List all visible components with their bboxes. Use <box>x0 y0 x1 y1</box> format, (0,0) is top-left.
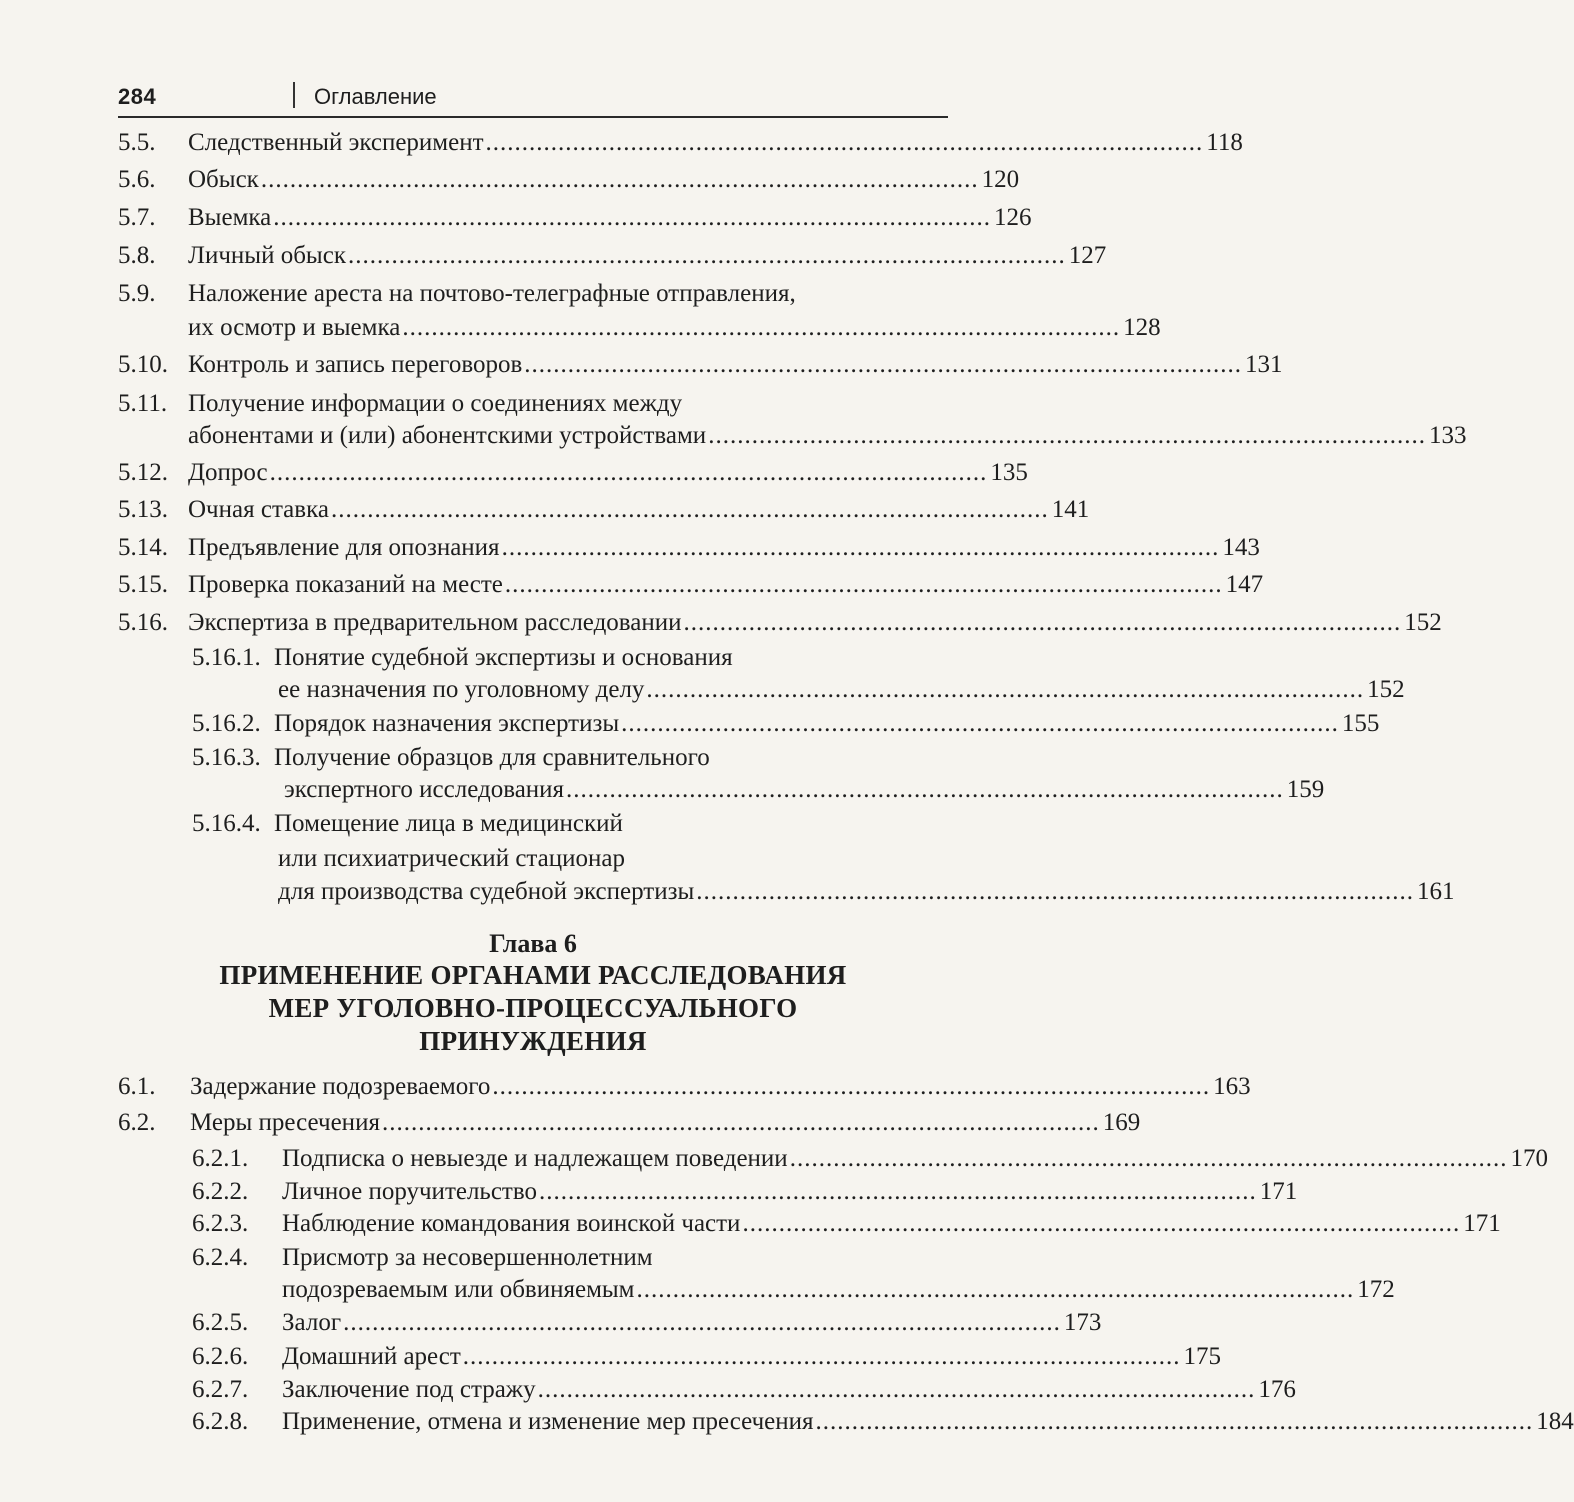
toc-entry <box>118 1307 1102 1339</box>
toc-entry-number: 6.2. <box>118 1109 156 1136</box>
toc-leader-dots: ................................................................................................... <box>815 1408 1534 1435</box>
toc-leader-dots: ................................................................................................... <box>269 459 988 486</box>
toc-entry-title: Выемка <box>188 204 272 231</box>
toc-entry-title-line: Получение информации о соединениях между <box>188 390 683 417</box>
toc-entry-title: подозреваемым или обвиняемым <box>282 1276 635 1303</box>
toc-leader-dots: ................................................................................................... <box>273 204 992 231</box>
running-title: Оглавление <box>314 84 437 109</box>
toc-entry-number: 6.2.2. <box>192 1178 249 1205</box>
toc-leader-dots: ................................................................................................... <box>330 496 1049 523</box>
toc-entry <box>118 607 1442 639</box>
header-separator <box>293 82 295 108</box>
toc-entry-page: 120 <box>981 166 1020 193</box>
toc-entry-number: 6.2.4. <box>192 1244 249 1271</box>
toc-entry <box>118 1208 1501 1240</box>
toc-entry-title: Проверка показаний на месте <box>188 571 503 598</box>
toc-entry-page: 175 <box>1183 1343 1222 1370</box>
chapter-label: Глава 6 <box>489 929 577 958</box>
toc-entry-number: 5.11. <box>118 390 168 417</box>
toc-entry <box>118 420 1467 452</box>
toc-entry-title: Порядок назначения экспертизы <box>274 710 620 737</box>
toc-leader-dots: ................................................................................................... <box>742 1210 1461 1237</box>
toc-entry-title-line: Понятие судебной экспертизы и основания <box>274 644 733 671</box>
toc-entry <box>118 1341 1222 1373</box>
toc-leader-dots: ................................................................................................... <box>646 676 1365 703</box>
toc-entry-page: 159 <box>1286 776 1325 803</box>
toc-entry-title-line: Присмотр за несовершеннолетним <box>282 1244 653 1271</box>
toc-entry-title-line: Получение образцов для сравнительного <box>274 744 710 771</box>
toc-entry-title: абонентами и (или) абонентскими устройствами <box>188 422 707 449</box>
toc-entry <box>118 202 1032 234</box>
toc-entry-number: 5.16. <box>118 609 168 636</box>
toc-entry-title: Применение, отмена и изменение мер пресечения <box>282 1408 814 1435</box>
toc-entry-page: 128 <box>1123 314 1161 341</box>
toc-leader-dots: ................................................................................................... <box>492 1073 1211 1100</box>
toc-entry-page: 131 <box>1245 351 1283 378</box>
toc-entry-page: 169 <box>1102 1109 1141 1136</box>
toc-entry-title: Обыск <box>188 166 259 193</box>
toc-leader-dots: ................................................................................................... <box>566 776 1284 803</box>
toc-entry <box>118 1274 1395 1306</box>
toc-entry-page: 133 <box>1428 422 1467 449</box>
toc-entry <box>118 349 1283 381</box>
toc-entry <box>118 876 1455 908</box>
toc-entry-number: 5.12. <box>118 459 168 486</box>
toc-entry <box>118 532 1260 564</box>
toc-entry <box>118 312 1161 344</box>
toc-entry-title: Очная ставка <box>188 496 329 523</box>
toc-leader-dots: ................................................................................................... <box>485 129 1204 156</box>
toc-leader-dots: ................................................................................................... <box>524 351 1243 378</box>
toc-entry-page: 184 <box>1536 1408 1574 1435</box>
toc-leader-dots: ................................................................................................... <box>636 1276 1355 1303</box>
toc-entry-page: 170 <box>1510 1145 1548 1172</box>
toc-leader-dots: ................................................................................................... <box>539 1178 1257 1205</box>
toc-entry-page: 152 <box>1404 609 1442 636</box>
toc-entry-title: Залог <box>282 1309 342 1336</box>
toc-entry-number: 6.2.1. <box>192 1145 249 1172</box>
toc-entry-page: 173 <box>1063 1309 1102 1336</box>
toc-entry-number: 5.16.3. <box>192 744 261 771</box>
toc-entry-title-line: или психиатрический стационар <box>278 845 625 872</box>
toc-entry-number: 5.14. <box>118 534 168 561</box>
toc-leader-dots: ................................................................................................... <box>347 242 1066 269</box>
toc-entry-page: 155 <box>1341 710 1380 737</box>
toc-entry-page: 126 <box>994 204 1032 231</box>
toc-entry-title: Подписка о невыезде и надлежащем поведении <box>282 1145 788 1172</box>
toc-entry-number: 6.2.3. <box>192 1210 249 1237</box>
toc-entry-title-line: Наложение ареста на почтово-телеграфные отправления, <box>188 280 796 307</box>
toc-leader-dots: ................................................................................................... <box>260 166 979 193</box>
toc-entry-page: 152 <box>1367 676 1405 703</box>
toc-entry-number: 6.2.7. <box>192 1376 249 1403</box>
toc-entry-page: 163 <box>1213 1073 1251 1100</box>
toc-leader-dots: ................................................................................................... <box>683 609 1402 636</box>
chapter-title-line: ПРИНУЖДЕНИЯ <box>419 1026 647 1056</box>
toc-entry-number: 6.2.6. <box>192 1343 249 1370</box>
toc-entry-title: Наблюдение командования воинской части <box>282 1210 741 1237</box>
toc-entry <box>118 164 1020 196</box>
toc-entry <box>118 1406 1574 1438</box>
toc-leader-dots: ................................................................................................... <box>462 1343 1181 1370</box>
toc-entry <box>118 569 1264 601</box>
toc-entry-title: Следственный эксперимент <box>188 129 484 156</box>
toc-entry-number: 5.13. <box>118 496 168 523</box>
toc-leader-dots: ................................................................................................... <box>343 1309 1061 1336</box>
toc-entry-number: 5.6. <box>118 166 156 193</box>
toc-entry-page: 127 <box>1068 242 1107 269</box>
toc-entry-number: 5.5. <box>118 129 156 156</box>
toc-entry-page: 141 <box>1051 496 1090 523</box>
toc-entry <box>118 1107 1141 1139</box>
toc-entry <box>118 240 1107 272</box>
toc-entry-title: Заключение под стражу <box>282 1376 536 1403</box>
toc-entry <box>118 127 1243 159</box>
toc-entry <box>118 708 1380 740</box>
page-number: 284 <box>118 84 157 109</box>
toc-leader-dots: ................................................................................................... <box>708 422 1426 449</box>
toc-entry-title: ее назначения по уголовному делу <box>278 676 645 703</box>
toc-entry-title: Допрос <box>188 459 268 486</box>
toc-entry <box>118 674 1405 706</box>
toc-entry-number: 5.9. <box>118 280 156 307</box>
toc-entry-title: для производства судебной экспертизы <box>278 878 695 905</box>
toc-entry-number: 5.8. <box>118 242 156 269</box>
running-header <box>118 82 948 118</box>
toc-entry-page: 118 <box>1206 129 1243 156</box>
toc-leader-dots: ................................................................................................... <box>789 1145 1508 1172</box>
toc-leader-dots: ................................................................................................... <box>381 1109 1100 1136</box>
toc-entry-title: Домашний арест <box>282 1343 461 1370</box>
toc-leader-dots: ................................................................................................... <box>402 314 1121 341</box>
toc-leader-dots: ................................................................................................... <box>537 1376 1256 1403</box>
toc-entry-title: Личный обыск <box>188 242 346 269</box>
toc-leader-dots: ................................................................................................... <box>504 571 1223 598</box>
toc-entry <box>118 1143 1548 1175</box>
toc-entry-title-line: Помещение лица в медицинский <box>274 810 623 837</box>
chapter-title-line: МЕР УГОЛОВНО-ПРОЦЕССУАЛЬНОГО <box>268 993 798 1023</box>
toc-entry <box>118 494 1090 526</box>
toc-entry-number: 5.7. <box>118 204 156 231</box>
toc-entry-title: Задержание подозреваемого <box>190 1073 491 1100</box>
toc-entry <box>118 774 1325 806</box>
toc-entry <box>118 1374 1296 1406</box>
toc-entry-page: 171 <box>1259 1178 1298 1205</box>
toc-entry <box>118 457 1028 489</box>
toc-entry-title: их осмотр и выемка <box>188 314 401 341</box>
toc-entry <box>118 1176 1298 1208</box>
toc-entry-page: 161 <box>1417 878 1455 905</box>
toc-entry-page: 147 <box>1225 571 1264 598</box>
toc-entry-page: 171 <box>1463 1210 1501 1237</box>
toc-entry-number: 6.1. <box>118 1073 156 1100</box>
toc-entry-title: Контроль и запись переговоров <box>188 351 523 378</box>
toc-entry-page: 176 <box>1258 1376 1296 1403</box>
toc-entry-number: 6.2.8. <box>192 1408 249 1435</box>
toc-leader-dots: ................................................................................................... <box>621 710 1339 737</box>
toc-leader-dots: ................................................................................................... <box>501 534 1220 561</box>
toc-entry-title: Личное поручительство <box>282 1178 537 1205</box>
toc-entry <box>118 1071 1251 1103</box>
toc-entry-page: 143 <box>1222 534 1260 561</box>
toc-entry-title: экспертного исследования <box>284 776 565 803</box>
toc-entry-number: 5.16.2. <box>192 710 261 737</box>
toc-entry-title: Экспертиза в предварительном расследовании <box>188 609 682 636</box>
toc-entry-number: 5.15. <box>118 571 168 598</box>
chapter-title-line: ПРИМЕНЕНИЕ ОРГАНАМИ РАССЛЕДОВАНИЯ <box>219 960 847 990</box>
toc-entry-number: 5.10. <box>118 351 168 378</box>
toc-entry-number: 5.16.4. <box>192 810 261 837</box>
toc-entry-page: 172 <box>1357 1276 1395 1303</box>
toc-entry-number: 5.16.1. <box>192 644 261 671</box>
toc-entry-page: 135 <box>990 459 1028 486</box>
toc-entry-number: 6.2.5. <box>192 1309 249 1336</box>
toc-leader-dots: ................................................................................................... <box>696 878 1415 905</box>
toc-entry-title: Предъявление для опознания <box>188 534 500 561</box>
toc-entry-title: Меры пресечения <box>190 1109 380 1136</box>
